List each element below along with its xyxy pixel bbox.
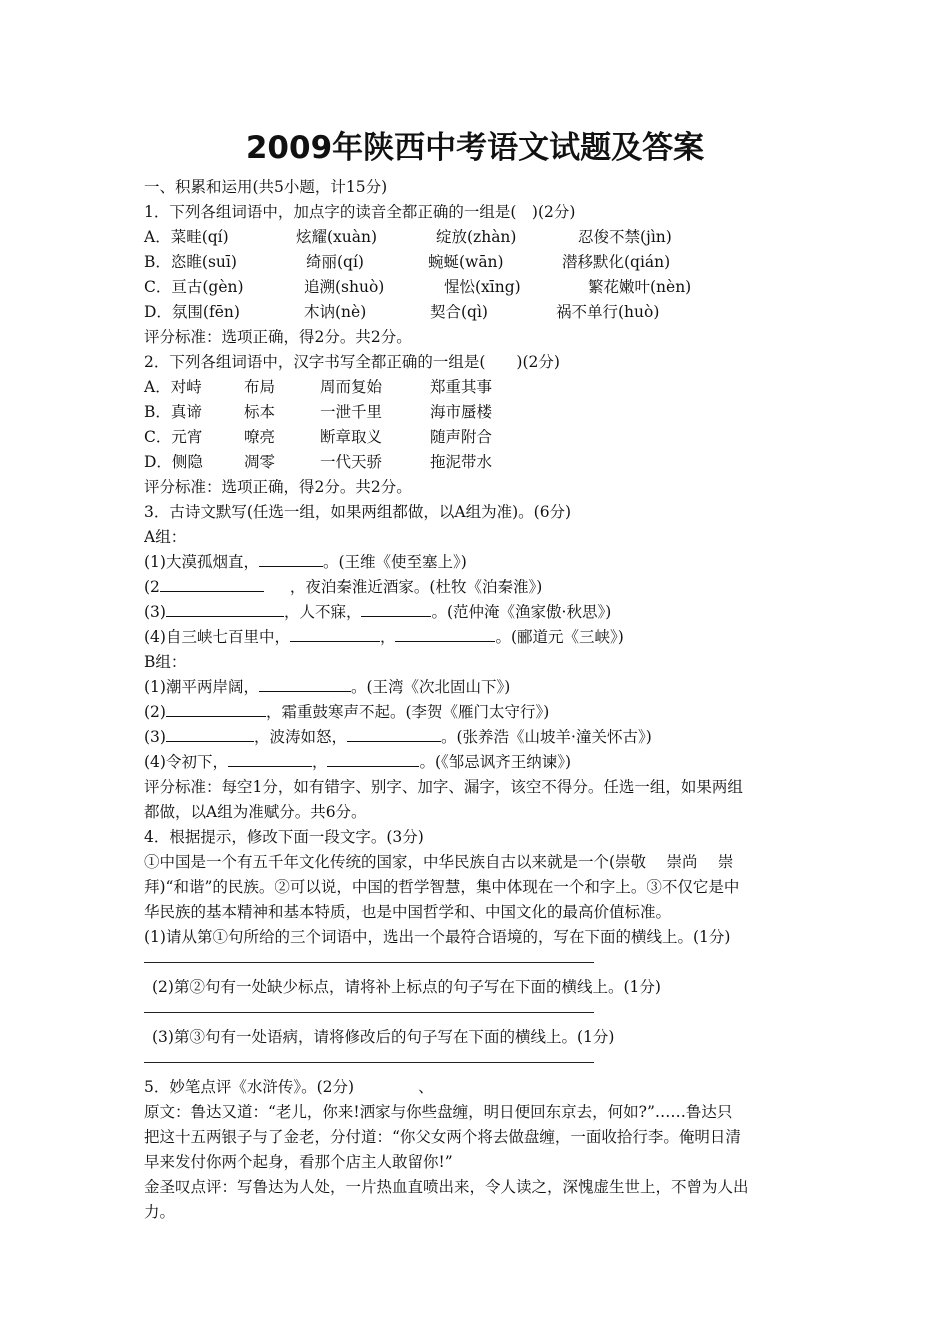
q2-stem: 2．下列各组词语中，汉字书写全都正确的一组是( )(2分) — [144, 353, 560, 371]
q3-a1: (1)大漠孤烟直， 。(王维《使至塞上》) — [144, 550, 812, 575]
q3-a3: (3) ，人不寐， 。(范仲淹《渔家傲·秋思》) — [144, 600, 812, 625]
q3-a2: (2 ，夜泊秦淮近酒家。(杜牧《泊秦淮》) — [144, 575, 812, 600]
q3-scoring-line2: 都做，以A组为准赋分。共6分。 — [144, 803, 367, 821]
q3-a4: (4)自三峡七百里中， ， 。(郦道元《三峡》) — [144, 625, 812, 650]
q2-scoring: 评分标准：选项正确，得2分。共2分。 — [144, 478, 412, 496]
q4-stem: 4．根据提示，修改下面一段文字。(3分) — [144, 828, 424, 846]
q5-original-line3: 早来发付你两个起身，看那个店主人敢留你!” — [144, 1153, 453, 1171]
answer-line[interactable] — [144, 950, 812, 975]
q3-b4: (4)令初下， ， 。(《邹忌讽齐王纳谏》) — [144, 750, 812, 775]
q3-scoring-line1: 评分标准：每空1分，如有错字、别字、加字、漏字，该空不得分。任选一组，如果两组 — [144, 778, 743, 796]
q1-stem: 1．下列各组词语中，加点字的读音全都正确的一组是( )(2分) — [144, 203, 576, 221]
q5-original-line2: 把这十五两银子与了金老，分付道：“你父女两个将去做盘缠，一面收拾行李。俺明日清 — [144, 1128, 741, 1146]
answer-blank[interactable] — [290, 625, 380, 642]
q2-option-b: B．真谛 标本 一泄千里 海市蜃楼 — [144, 403, 493, 421]
q5-original-line1: 原文：鲁达又道：“老儿，你来!洒家与你些盘缠，明日便回东京去，何如?”……鲁达只 — [144, 1103, 733, 1121]
section-heading: 一、积累和运用(共5小题，计15分) — [144, 178, 388, 196]
answer-blank[interactable] — [166, 700, 266, 717]
q2-option-a: A．对峙 布局 周而复始 郑重其事 — [144, 378, 493, 396]
answer-line[interactable] — [144, 1050, 812, 1075]
q2-option-c: C．元宵 嘹亮 断章取义 随声附合 — [144, 428, 493, 446]
q4-sub2: (2)第②句有一处缺少标点，请将补上标点的句子写在下面的横线上。(1分) — [152, 978, 661, 996]
stray-mark: 、 — [418, 1078, 434, 1096]
answer-line[interactable] — [144, 1000, 812, 1025]
q4-sub3: (3)第③句有一处语病，请将修改后的句子写在下面的横线上。(1分) — [152, 1028, 615, 1046]
q3-group-b-label: B组： — [144, 653, 187, 671]
answer-blank[interactable] — [259, 550, 323, 567]
q2-option-d: D．侧隐 凋零 一代天骄 拖泥带水 — [144, 453, 493, 471]
q4-passage-line3: 华民族的基本精神和基本特质，也是中国哲学和、中国文化的最高价值标准。 — [144, 903, 672, 921]
answer-blank[interactable] — [259, 675, 351, 692]
page-title: 2009年陕西中考语文试题及答案 — [245, 130, 705, 166]
answer-blank[interactable] — [166, 725, 254, 742]
q1-option-a: A．菜畦(qí) 炫耀(xuàn) 绽放(zhàn) 忍俊不禁(jìn) — [144, 228, 672, 246]
q5-comment-line2: 力。 — [144, 1203, 176, 1221]
q5-stem: 5．妙笔点评《水浒传》。(2分) 、 — [144, 1078, 434, 1096]
answer-blank[interactable] — [327, 750, 419, 767]
q1-option-d: D．氛围(fēn) 木讷(nè) 契合(qì) 祸不单行(huò) — [144, 303, 660, 321]
answer-blank[interactable] — [395, 625, 495, 642]
q1-option-b: B．恣睢(suī) 绮丽(qí) 蜿蜒(wān) 潜移默化(qián) — [144, 253, 671, 271]
answer-blank[interactable] — [361, 600, 431, 617]
answer-blank[interactable] — [347, 725, 441, 742]
answer-blank[interactable] — [228, 750, 312, 767]
q1-scoring: 评分标准：选项正确，得2分。共2分。 — [144, 328, 412, 346]
q3-b2: (2) ，霜重鼓寒声不起。(李贺《雁门太守行》) — [144, 700, 812, 725]
q3-b1: (1)潮平两岸阔， 。(王湾《次北固山下》) — [144, 675, 812, 700]
answer-blank[interactable] — [160, 575, 264, 592]
answer-blank[interactable] — [166, 600, 284, 617]
q4-sub1: (1)请从第①句所给的三个词语中，选出一个最符合语境的，写在下面的横线上。(1分) — [144, 928, 731, 946]
q3-group-a-label: A组： — [144, 528, 187, 546]
q3-stem: 3．古诗文默写(任选一组，如果两组都做，以A组为准)。(6分) — [144, 503, 572, 521]
q5-comment-line1: 金圣叹点评：写鲁达为人处，一片热血直喷出来，令人读之，深愧虚生世上，不曾为人出 — [144, 1178, 749, 1196]
q1-option-c: C．亘古(gèn) 追溯(shuò) 惺忪(xīng) 繁花嫩叶(nèn) — [144, 278, 692, 296]
q3-b3: (3) ，波涛如怒， 。(张养浩《山坡羊·潼关怀古》) — [144, 725, 812, 750]
document-body — [144, 175, 812, 1225]
q4-passage-line1: ①中国是一个有五千年文化传统的国家，中华民族自古以来就是一个(崇敬 崇尚 崇 — [144, 853, 734, 871]
q4-passage-line2: 拜)“和谐”的民族。②可以说，中国的哲学智慧，集中体现在一个和字上。③不仅它是中 — [144, 878, 740, 896]
